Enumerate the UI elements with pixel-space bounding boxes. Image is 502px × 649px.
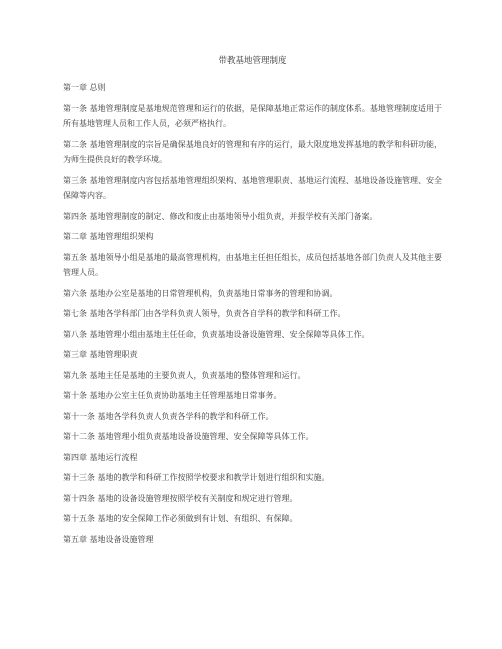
- article-paragraph: 第九条 基地主任是基地的主要负责人，负责基地的整体管理和运行。: [63, 370, 306, 380]
- article-paragraph: 第三条 基地管理制度内容包括基地管理组织架构、基地管理职责、基地运行流程、基地设备设施管理、安全保障等内容。: [63, 175, 442, 200]
- article-paragraph: 第六条 基地办公室是基地的日常管理机构，负责基地日常事务的管理和协调。: [63, 288, 338, 298]
- chapter-heading: 第四章 基地运行流程: [63, 452, 138, 462]
- article-paragraph: 第二条 基地管理制度的宗旨是确保基地良好的管理和有序的运行，最大限度地发挥基地的教学和科研功能，为师生提供良好的教学环境。: [63, 139, 442, 164]
- chapter-heading: 第五章 基地设备设施管理: [63, 534, 154, 544]
- article-paragraph: 第十一条 基地各学科负责人负责各学科的教学和科研工作。: [63, 411, 274, 421]
- chapter-heading: 第二章 基地管理组织架构: [63, 232, 154, 241]
- article-paragraph: 第七条 基地各学科部门由各学科负责人领导，负责各自学科的教学和科研工作。: [63, 309, 346, 318]
- article-paragraph: 第十三条 基地的教学和科研工作按照学校要求和教学计划进行组织和实施。: [63, 473, 330, 482]
- article-paragraph: 第十条 基地办公室主任负责协助基地主任管理基地日常事务。: [63, 391, 282, 400]
- chapter-heading: 第三章 基地管理职责: [63, 350, 138, 359]
- chapter-heading: 第一章 总则: [63, 83, 106, 92]
- article-paragraph: 第四条 基地管理制度的制定、修改和废止由基地领导小组负责，并报学校有关部门备案。: [63, 211, 378, 221]
- article-paragraph: 第八条 基地管理小组由基地主任任命，负责基地设备设施管理、安全保障等具体工作。: [63, 329, 370, 339]
- article-paragraph: 第五条 基地领导小组是基地的最高管理机构，由基地主任担任组长，成员包括基地各部门负责人及其他主要管理人员。: [63, 252, 442, 277]
- document-title: 带教基地管理制度: [218, 56, 287, 66]
- article-paragraph: 第一条 基地管理制度是基地规范管理和运行的依据，是保障基地正常运作的制度体系。基地管理制度适用于所有基地管理人员和工作人员，必须严格执行。: [63, 103, 442, 128]
- article-paragraph: 第十五条 基地的安全保障工作必须做到有计划、有组织、有保障。: [63, 514, 298, 523]
- article-paragraph: 第十二条 基地管理小组负责基地设备设施管理、安全保障等具体工作。: [63, 432, 314, 441]
- article-paragraph: 第十四条 基地的设备设施管理按照学校有关制度和规定进行管理。: [63, 493, 298, 503]
